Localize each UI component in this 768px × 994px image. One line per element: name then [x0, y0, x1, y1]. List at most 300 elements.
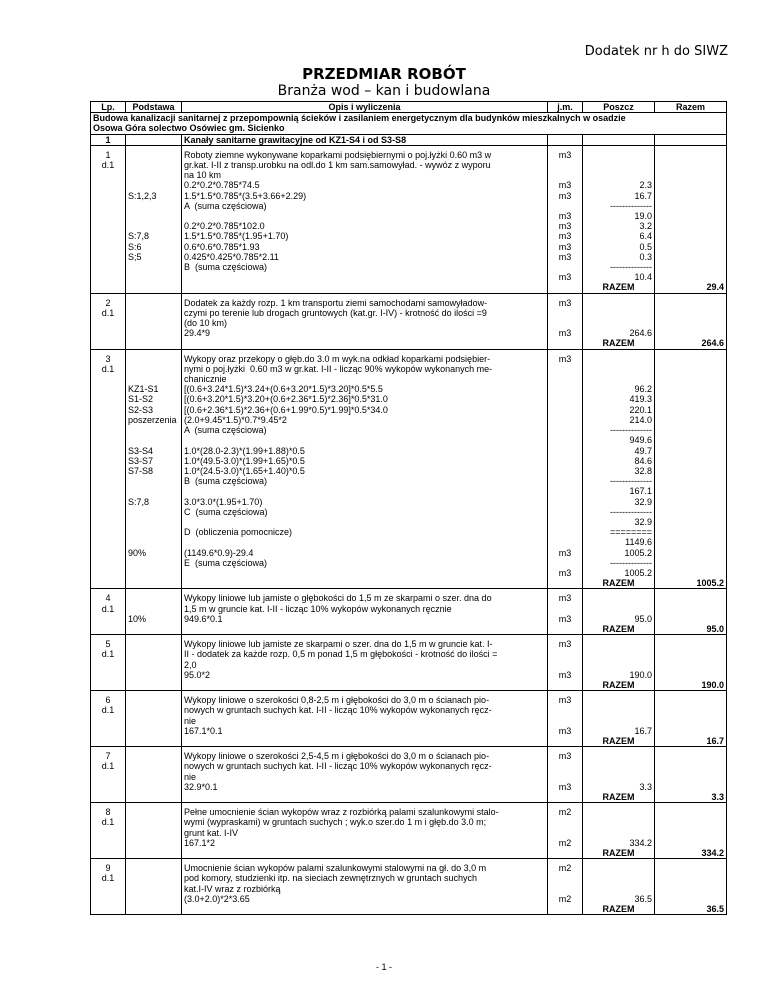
blank [91, 848, 126, 859]
item-total-blank [655, 394, 727, 404]
item-number: d.1 [91, 649, 126, 659]
item-unit [548, 716, 583, 726]
quantities-table [90, 101, 727, 915]
item-unit: m2 [548, 894, 583, 904]
item-description [182, 486, 548, 496]
item-total-blank [655, 548, 727, 558]
table-row [91, 604, 727, 614]
item-unit [548, 537, 583, 547]
item-number [91, 415, 126, 425]
item-base [126, 308, 182, 318]
item-unit [548, 262, 583, 272]
item-unit [548, 476, 583, 486]
item-total: 3.3 [655, 792, 727, 803]
item-description: D (obliczenia pomocnicze) [182, 527, 548, 537]
item-total-blank [655, 660, 727, 670]
razem-row [91, 578, 727, 589]
item-unit: m3 [548, 242, 583, 252]
item-base [126, 435, 182, 445]
item-total-blank [655, 374, 727, 384]
item-number: 8 [91, 807, 126, 817]
item-base [126, 507, 182, 517]
blank [91, 680, 126, 691]
section-base [126, 134, 182, 145]
blank [548, 624, 583, 635]
item-description: [(0.6+3.24*1.5)*3.24+(0.6+3.20*1.5)*3.20]*0.5*5.5 [182, 384, 548, 394]
table-row [91, 863, 727, 873]
blank [91, 736, 126, 747]
item-description: Wykopy liniowe lub jamiste ze skarpami o szer. dna do 1,5 m w gruncie kat. I- [182, 639, 548, 649]
item-number [91, 894, 126, 904]
item-unit [548, 817, 583, 827]
item-quantity: 1149.6 [583, 537, 655, 547]
razem-row [91, 792, 727, 803]
item-description: 2,0 [182, 660, 548, 670]
item-base [126, 726, 182, 736]
item-total-blank [655, 242, 727, 252]
razem-label: RAZEM [583, 904, 655, 915]
item-description: (do 10 km) [182, 318, 548, 328]
item-quantity: 84.6 [583, 456, 655, 466]
item-total-blank [655, 558, 727, 568]
table-row [91, 497, 727, 507]
item-base [126, 807, 182, 817]
item-quantity: -------------- [583, 425, 655, 435]
item-base [126, 160, 182, 170]
blank [182, 338, 548, 349]
item-number: 1 [91, 150, 126, 160]
table-row [91, 568, 727, 578]
item-total-blank [655, 726, 727, 736]
item-total-blank [655, 593, 727, 603]
item-base [126, 170, 182, 180]
item-unit [548, 705, 583, 715]
table-row [91, 435, 727, 445]
item-unit [548, 160, 583, 170]
item-number [91, 558, 126, 568]
item-number [91, 456, 126, 466]
item-quantity [583, 150, 655, 160]
razem-label: RAZEM [583, 792, 655, 803]
item-description: 95.0*2 [182, 670, 548, 680]
item-quantity: 949.6 [583, 435, 655, 445]
item-number: d.1 [91, 604, 126, 614]
item-number [91, 670, 126, 680]
item-quantity: 190.0 [583, 670, 655, 680]
item-total-blank [655, 828, 727, 838]
table-row [91, 614, 727, 624]
item-total-blank [655, 456, 727, 466]
item-quantity: -------------- [583, 201, 655, 211]
item-base [126, 150, 182, 160]
item-total-blank [655, 160, 727, 170]
item-quantity: ======== [583, 527, 655, 537]
item-total-blank [655, 507, 727, 517]
item-total-blank [655, 328, 727, 338]
table-row [91, 308, 727, 318]
table-row [91, 476, 727, 486]
item-total-blank [655, 170, 727, 180]
item-quantity: 10.4 [583, 272, 655, 282]
item-number [91, 201, 126, 211]
item-quantity [583, 604, 655, 614]
table-row [91, 201, 727, 211]
item-description [182, 211, 548, 221]
section-total [655, 134, 727, 145]
item-quantity [583, 695, 655, 705]
item-quantity [583, 649, 655, 659]
item-description: 949.6*0.1 [182, 614, 548, 624]
item-description: 0.2*0.2*0.785*102.0 [182, 221, 548, 231]
item-description: kat.I-IV wraz z rozbiórką [182, 884, 548, 894]
item-number: d.1 [91, 873, 126, 883]
item-unit [548, 308, 583, 318]
item-quantity: 32.9 [583, 497, 655, 507]
blank [548, 736, 583, 747]
item-quantity: 0.5 [583, 242, 655, 252]
item-unit: m3 [548, 252, 583, 262]
item-base [126, 660, 182, 670]
item-total-blank [655, 614, 727, 624]
item-total-blank [655, 716, 727, 726]
razem-label: RAZEM [583, 338, 655, 349]
item-unit [548, 374, 583, 384]
item-number [91, 374, 126, 384]
item-total-blank [655, 384, 727, 394]
item-description [182, 272, 548, 282]
item-total: 264.6 [655, 338, 727, 349]
item-number [91, 252, 126, 262]
page-subtitle: Branża wod – kan i budowlana [277, 83, 491, 99]
item-description: Wykopy liniowe lub jamiste o głębokości do 1,5 m ze skarpami o szer. dna do [182, 593, 548, 603]
table-row [91, 894, 727, 904]
table-row [91, 242, 727, 252]
item-number [91, 318, 126, 328]
item-base: S:1,2,3 [126, 191, 182, 201]
razem-label: RAZEM [583, 736, 655, 747]
item-total-blank [655, 435, 727, 445]
blank [91, 282, 126, 293]
item-description: [(0.6+3.20*1.5)*3.20+(0.6+2.36*1.5)*2.36]*0.5*31.0 [182, 394, 548, 404]
item-total-blank [655, 568, 727, 578]
item-total-blank [655, 252, 727, 262]
item-quantity: 334.2 [583, 838, 655, 848]
item-base [126, 262, 182, 272]
item-total-blank [655, 446, 727, 456]
item-total-blank [655, 272, 727, 282]
item-description: nymi o poj.łyżki 0.60 m3 w gr.kat. I-II - licząc 90% wykopów wykonanych me- [182, 364, 548, 374]
item-base [126, 817, 182, 827]
item-unit: m3 [548, 298, 583, 308]
item-description: (2.0+9.45*1.5)*0.7*9.45*2 [182, 415, 548, 425]
item-quantity: 419.3 [583, 394, 655, 404]
item-quantity [583, 354, 655, 364]
item-unit: m2 [548, 807, 583, 817]
item-description: 3.0*3.0*(1.95+1.70) [182, 497, 548, 507]
item-total-blank [655, 894, 727, 904]
item-quantity [583, 828, 655, 838]
item-base [126, 272, 182, 282]
item-quantity [583, 639, 655, 649]
item-base [126, 221, 182, 231]
item-total-blank [655, 884, 727, 894]
item-total-blank [655, 649, 727, 659]
item-quantity: 0.3 [583, 252, 655, 262]
item-number [91, 425, 126, 435]
item-total-blank [655, 817, 727, 827]
item-unit: m3 [548, 695, 583, 705]
table-row [91, 446, 727, 456]
table-row [91, 231, 727, 241]
item-description: 1.5*1.5*0.785*(1.95+1.70) [182, 231, 548, 241]
item-description: nowych w gruntach suchych kat. I-II - licząc 10% wykopów wykonanych ręcz- [182, 761, 548, 771]
item-quantity [583, 170, 655, 180]
item-number [91, 782, 126, 792]
item-quantity: 49.7 [583, 446, 655, 456]
table-row [91, 670, 727, 680]
item-unit: m2 [548, 863, 583, 873]
item-quantity: 3.2 [583, 221, 655, 231]
item-base: S:7,8 [126, 497, 182, 507]
item-unit [548, 873, 583, 883]
item-number: d.1 [91, 761, 126, 771]
item-total-blank [655, 298, 727, 308]
table-row [91, 364, 727, 374]
item-unit: m3 [548, 211, 583, 221]
item-quantity: 2.3 [583, 180, 655, 190]
blank [91, 578, 126, 589]
table-row [91, 807, 727, 817]
table-row [91, 558, 727, 568]
item-unit [548, 884, 583, 894]
table-row [91, 456, 727, 466]
table-row [91, 170, 727, 180]
item-description: E (suma częściowa) [182, 558, 548, 568]
item-quantity: 220.1 [583, 405, 655, 415]
item-number: 3 [91, 354, 126, 364]
razem-label: RAZEM [583, 848, 655, 859]
item-unit [548, 649, 583, 659]
razem-label: RAZEM [583, 578, 655, 589]
blank [91, 792, 126, 803]
blank [548, 282, 583, 293]
item-total-blank [655, 537, 727, 547]
item-number [91, 568, 126, 578]
item-number: 7 [91, 751, 126, 761]
item-number [91, 466, 126, 476]
item-total-blank [655, 497, 727, 507]
table-row [91, 507, 727, 517]
blank [182, 680, 548, 691]
item-description: 0.6*0.6*0.785*1.93 [182, 242, 548, 252]
razem-row [91, 282, 727, 293]
item-unit [548, 201, 583, 211]
table-row [91, 466, 727, 476]
item-number: 9 [91, 863, 126, 873]
blank [126, 736, 182, 747]
item-quantity: 36.5 [583, 894, 655, 904]
item-unit [548, 517, 583, 527]
item-total: 190.0 [655, 680, 727, 691]
item-quantity [583, 374, 655, 384]
item-unit [548, 466, 583, 476]
page-title: PRZEDMIAR ROBÓT [302, 65, 466, 83]
item-quantity: 32.9 [583, 517, 655, 527]
table-row [91, 660, 727, 670]
item-number [91, 537, 126, 547]
item-total: 95.0 [655, 624, 727, 635]
item-number [91, 272, 126, 282]
blank [548, 792, 583, 803]
table-row [91, 782, 727, 792]
table-row [91, 354, 727, 364]
item-description: pod komory, studzienki itp. na sieciach zewnętrznych w gruntach suchych [182, 873, 548, 883]
item-base [126, 705, 182, 715]
item-total-blank [655, 262, 727, 272]
item-number [91, 180, 126, 190]
item-number: 4 [91, 593, 126, 603]
table-row [91, 695, 727, 705]
item-total-blank [655, 201, 727, 211]
blank [91, 624, 126, 635]
item-description: 1.0*(24.5-3.0)*(1.65+1.40)*0.5 [182, 466, 548, 476]
item-quantity: 167.1 [583, 486, 655, 496]
blank [126, 904, 182, 915]
item-base [126, 354, 182, 364]
item-unit [548, 456, 583, 466]
item-quantity [583, 817, 655, 827]
item-unit [548, 425, 583, 435]
item-total: 16.7 [655, 736, 727, 747]
blank [182, 736, 548, 747]
item-unit: m3 [548, 751, 583, 761]
item-unit: m3 [548, 614, 583, 624]
table-row [91, 537, 727, 547]
item-unit [548, 318, 583, 328]
col-qty: Poszcz [583, 102, 655, 113]
item-description: Roboty ziemne wykonywane koparkami podsiębiernymi o poj.łyżki 0.60 m3 w [182, 150, 548, 160]
table-row [91, 649, 727, 659]
item-unit [548, 660, 583, 670]
item-base [126, 649, 182, 659]
item-description: wymi (wypraskami) w gruntach suchych ; wyk.o szer.do 1 m i głęb.do 3.0 m; [182, 817, 548, 827]
table-row [91, 415, 727, 425]
item-base [126, 558, 182, 568]
col-lp: Lp. [91, 102, 126, 113]
item-base [126, 873, 182, 883]
item-number: d.1 [91, 308, 126, 318]
item-quantity: -------------- [583, 262, 655, 272]
item-unit: m3 [548, 670, 583, 680]
item-quantity [583, 772, 655, 782]
item-number [91, 405, 126, 415]
item-total-blank [655, 476, 727, 486]
item-base [126, 838, 182, 848]
item-base [126, 568, 182, 578]
item-unit: m3 [548, 726, 583, 736]
item-quantity [583, 807, 655, 817]
item-description: 1,5 m w gruncie kat. I-II - licząc 10% wykopów wykonanych ręcznie [182, 604, 548, 614]
item-number: d.1 [91, 160, 126, 170]
item-quantity: 264.6 [583, 328, 655, 338]
item-unit: m3 [548, 593, 583, 603]
item-total-blank [655, 782, 727, 792]
item-quantity: 32.8 [583, 466, 655, 476]
item-description: Dodatek za każdy rozp. 1 km transportu ziemi samochodami samowyładow- [182, 298, 548, 308]
item-number [91, 507, 126, 517]
item-description: A (suma częściowa) [182, 201, 548, 211]
item-unit [548, 405, 583, 415]
item-description: 1.0*(28.0-2.3)*(1.99+1.88)*0.5 [182, 446, 548, 456]
item-base [126, 486, 182, 496]
item-base [126, 782, 182, 792]
item-number: d.1 [91, 364, 126, 374]
item-unit: m3 [548, 354, 583, 364]
item-description: B (suma częściowa) [182, 262, 548, 272]
item-quantity [583, 298, 655, 308]
table-row [91, 527, 727, 537]
blank [126, 680, 182, 691]
item-description: 32.9*0.1 [182, 782, 548, 792]
table-row [91, 160, 727, 170]
item-number [91, 517, 126, 527]
item-total-blank [655, 180, 727, 190]
item-number: 6 [91, 695, 126, 705]
item-total-blank [655, 695, 727, 705]
item-description: nowych w gruntach suchych kat. I-II - licząc 10% wykopów wykonanych ręcz- [182, 705, 548, 715]
item-total-blank [655, 761, 727, 771]
item-number [91, 211, 126, 221]
item-number [91, 486, 126, 496]
item-number [91, 527, 126, 537]
item-quantity: 1005.2 [583, 568, 655, 578]
table-row [91, 486, 727, 496]
table-row [91, 211, 727, 221]
item-quantity [583, 716, 655, 726]
item-number [91, 884, 126, 894]
item-description: 0.425*0.425*0.785*2.11 [182, 252, 548, 262]
item-unit [548, 527, 583, 537]
blank [91, 338, 126, 349]
item-number [91, 476, 126, 486]
blank [126, 578, 182, 589]
item-base [126, 201, 182, 211]
item-description: 167.1*2 [182, 838, 548, 848]
item-description: 1.0*(49.5-3.0)*(1.99+1.65)*0.5 [182, 456, 548, 466]
item-quantity [583, 863, 655, 873]
item-total: 1005.2 [655, 578, 727, 589]
blank [126, 792, 182, 803]
item-total-blank [655, 751, 727, 761]
table-row [91, 150, 727, 160]
appendix-label: Dodatek nr h do SIWZ [584, 44, 728, 59]
item-quantity [583, 593, 655, 603]
item-description: gr.kat. I-II z transp.urobku na odl.do 1 km sam.samowyład. - wywóz z wyporu [182, 160, 548, 170]
table-row [91, 838, 727, 848]
table-row [91, 884, 727, 894]
item-base: S7-S8 [126, 466, 182, 476]
item-unit [548, 384, 583, 394]
item-base: S1-S2 [126, 394, 182, 404]
item-description: nie [182, 716, 548, 726]
table-row [91, 772, 727, 782]
blank [126, 282, 182, 293]
item-description: czymi po terenie lub drogach gruntowych (kat.gr. I-IV) - krotność do ilości =9 [182, 308, 548, 318]
item-unit: m3 [548, 191, 583, 201]
item-total-blank [655, 670, 727, 680]
item-base [126, 761, 182, 771]
item-total: 334.2 [655, 848, 727, 859]
